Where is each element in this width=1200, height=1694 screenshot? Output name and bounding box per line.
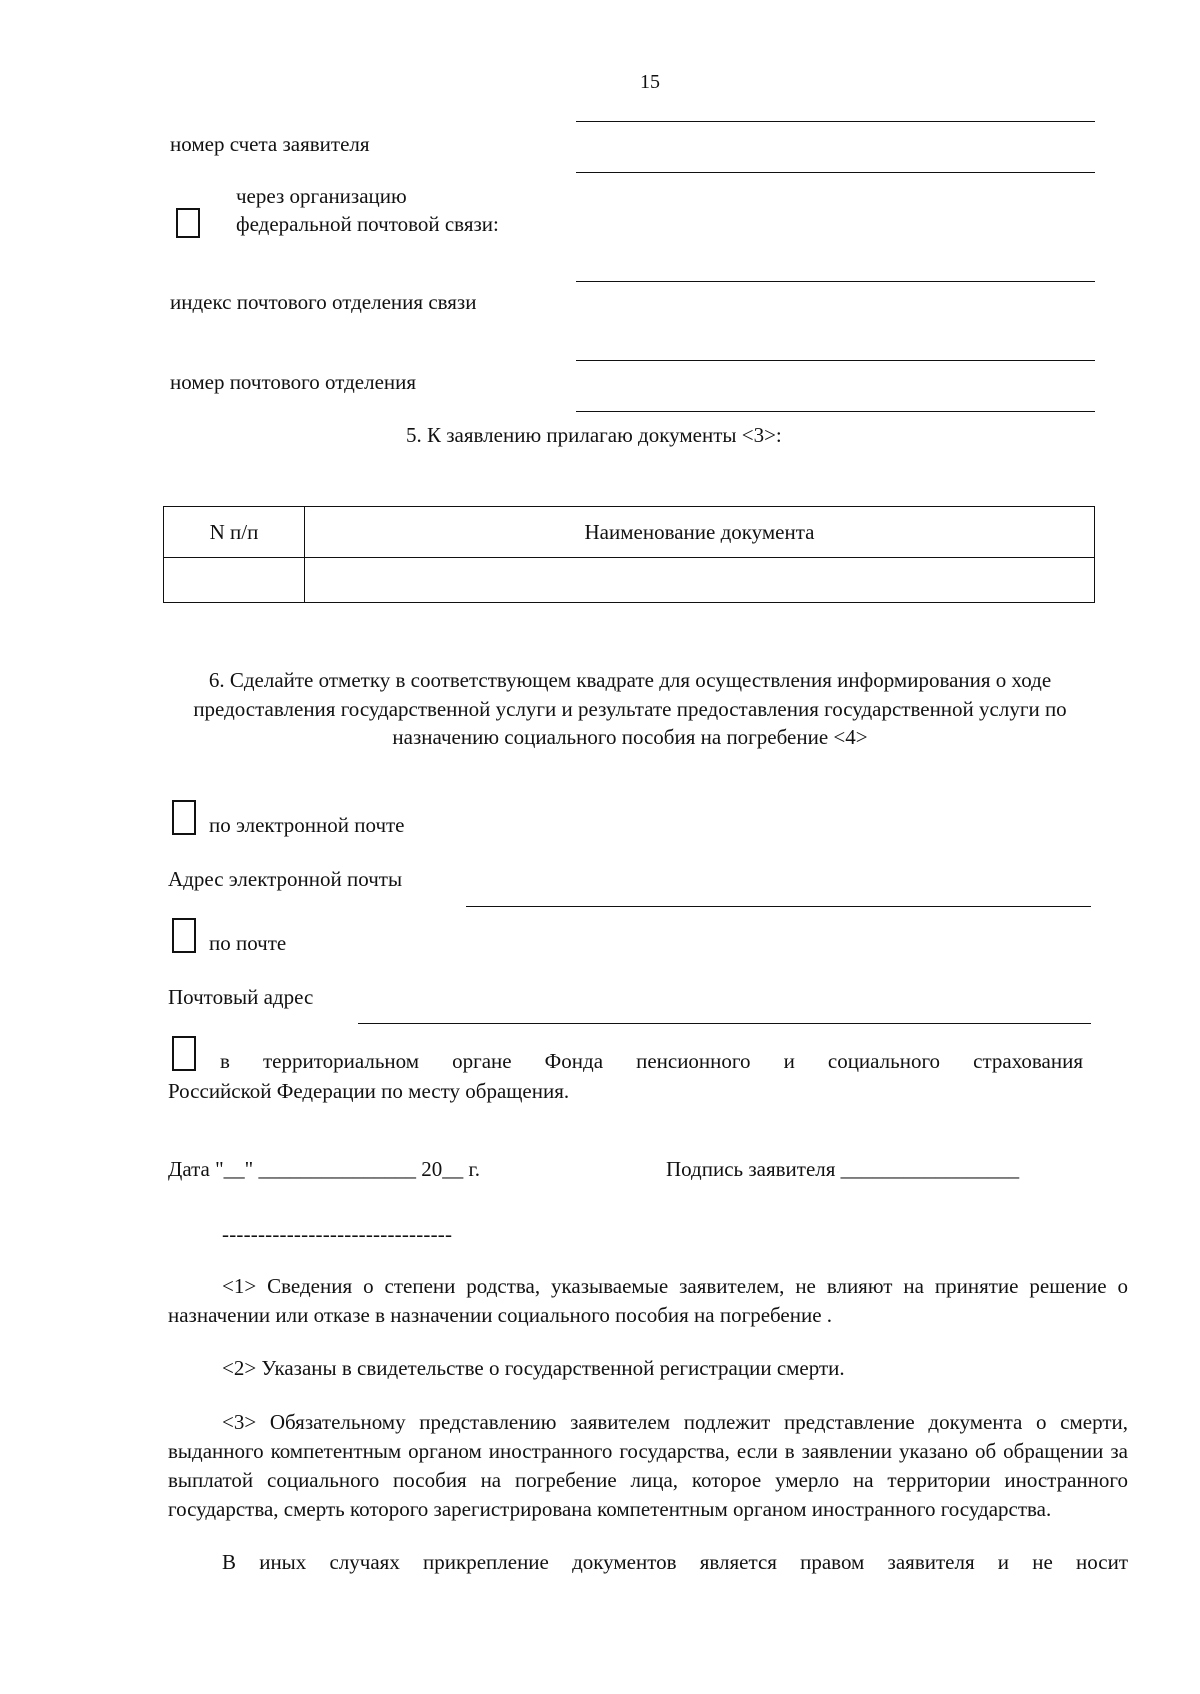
account-number-label: номер счета заявителя	[170, 132, 370, 156]
table-row	[164, 558, 1095, 603]
post-option-label: по почте	[209, 931, 287, 955]
documents-table	[163, 506, 1095, 603]
office-option-line1: в территориальном органе Фонда пенсионного и социального страхования	[220, 1049, 1083, 1073]
email-address-label: Адрес электронной почты	[168, 867, 403, 891]
page-number: 15	[640, 71, 660, 93]
date-field[interactable]: Дата "__" _______________ 20__ г.	[168, 1157, 480, 1181]
postal-option-label: через организацию федеральной почтовой связи:	[236, 184, 499, 236]
footnote-continuation: В иных случаях прикрепление документов является правом заявителя и не носит	[222, 1550, 1128, 1574]
email-option-checkbox[interactable]	[172, 800, 196, 835]
documents-table-header	[164, 507, 1095, 558]
email-option-label: по электронной почте	[209, 813, 405, 837]
account-line-upper[interactable]	[576, 121, 1095, 122]
office-option-line2: Российской Федерации по месту обращения.	[168, 1079, 570, 1103]
post-option-checkbox[interactable]	[172, 918, 196, 953]
row-number-cell[interactable]	[164, 558, 305, 603]
email-address-field[interactable]	[466, 906, 1091, 907]
postal-number-label: номер почтового отделения	[170, 370, 417, 394]
section6-heading: 6. Сделайте отметку в соответствующем квадрате для осуществления информирования о ходе предоставления государственной услуги и результате предоставления государственной услуги по назначению социального пособия на погребение <4>	[193, 668, 1067, 749]
footnote-3: <3> Обязательному представлению заявителем подлежит представление документа о смерти, выданного компетентным органом иностранного государства, если в заявлении указано об обращении за выплатой социального пособия на погребение лица, которое умерло на территории иностранного государства, смерть которого зарегистрирована компетентным органом иностранного государства.	[168, 1410, 1128, 1521]
col-number-header: N п/п	[164, 507, 305, 558]
section5-heading: 5. К заявлению прилагаю документы <3>:	[406, 423, 782, 447]
account-number-field[interactable]	[576, 172, 1095, 173]
postal-option-field[interactable]	[576, 281, 1095, 282]
footnote-1: <1> Сведения о степени родства, указываемые заявителем, не влияют на принятие решение о назначении или отказе в назначении социального пособия на погребение .	[168, 1274, 1128, 1327]
postal-index-field[interactable]	[576, 360, 1095, 361]
postal-option-checkbox[interactable]	[176, 208, 200, 238]
col-name-header: Наименование документа	[305, 507, 1095, 558]
row-name-cell[interactable]	[305, 558, 1095, 603]
footnote-2: <2> Указаны в свидетельстве о государственной регистрации смерти.	[222, 1356, 845, 1380]
signature-field[interactable]: Подпись заявителя _________________	[666, 1157, 1020, 1181]
office-option-checkbox[interactable]	[172, 1036, 196, 1071]
postal-number-field[interactable]	[576, 411, 1095, 412]
post-address-label: Почтовый адрес	[168, 985, 314, 1009]
postal-index-label: индекс почтового отделения связи	[170, 290, 477, 314]
footnote-separator: --------------------------------	[222, 1222, 453, 1246]
post-address-field[interactable]	[358, 1023, 1091, 1024]
